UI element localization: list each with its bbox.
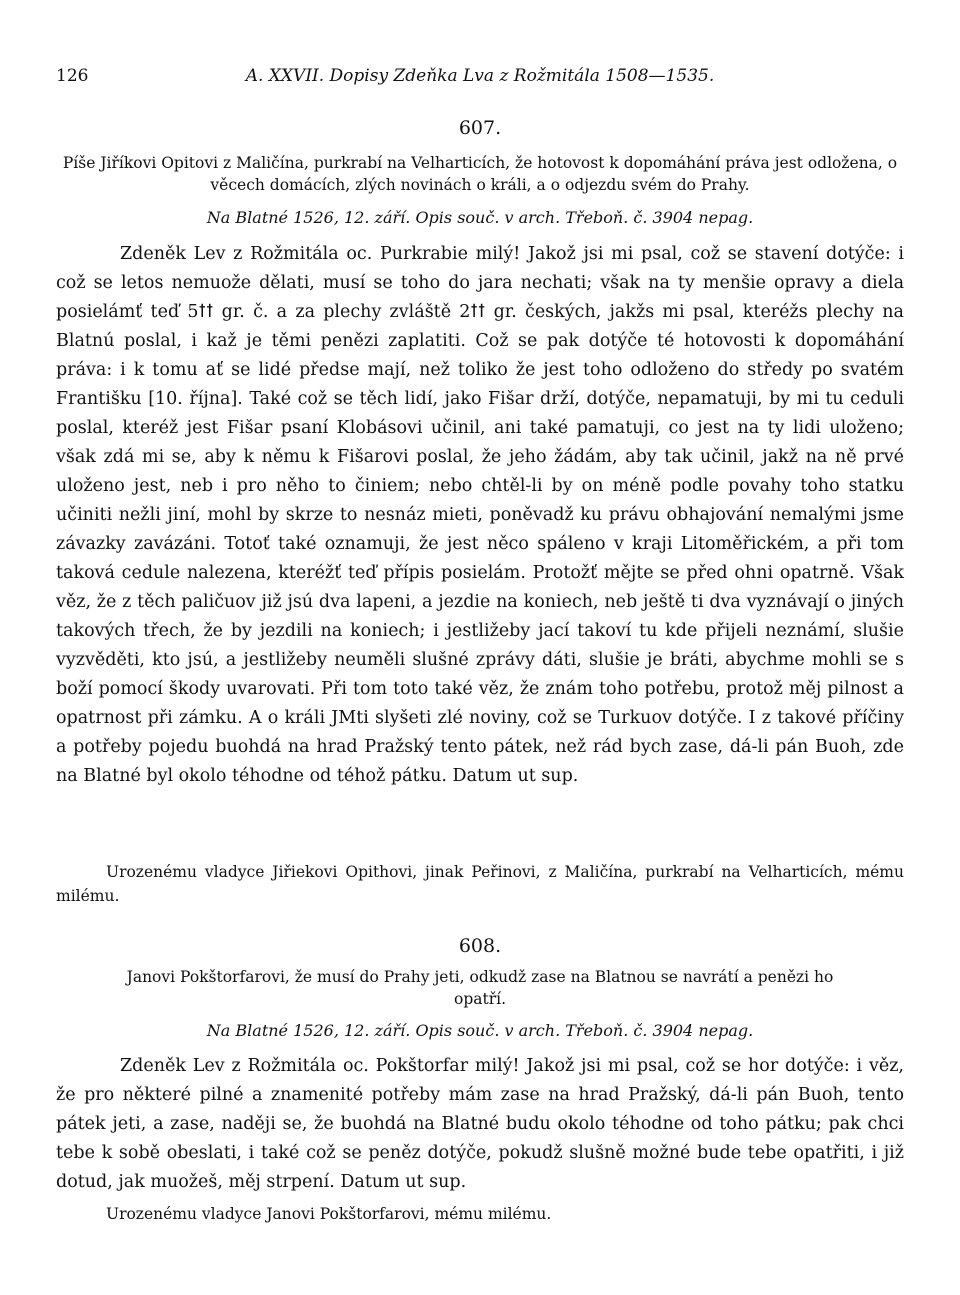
entry-number-607: 607. [458,117,502,139]
letter-text-607: Zdeněk Lev z Rožmitála oc. Purkrabie milý! Jakož jsi mi psal, což se stavení dotýče: i což se letos nemuože dělati, musí se toho do jara nechati; však na ty menšie opravy a diela posielámť teď 5ꝉꝉ gr. č. a za plechy zvláště 2ꝉꝉ gr. českých, jakžs mi psal, kteréžs plechy na Blatnú poslal, i kaž je těmi penězi zaplatiti. Což se pak dotýče té hotovosti k dopomáhání práva: i k tomu ať se lidé předse mají, než toliko že jest toho odloženo do středy po svatém Františku [10. října]. Také což se těch lidí, jako Fišar drží, dotýče, nepamatuji, by mi tu ceduli poslal, kteréž jest Fišar psaní Klobásovi učinil, ani také pamatuji, co jest na ty lidi uloženo; však zdá mi se, aby k němu k Fišarovi poslal, že jeho žádám, aby tak učinil, jakž na ně prvé uloženo jest, neb i pro něho to činiem; nebo chtěl-li by on méně podle povahy toho statku učiniti nežli jiní, mohl by skrze to nesnáz mieti, poněvadž ku právu obhajování nemalými jsme závazky zavázáni. Totoť také oznamuji, že jest něco spáleno v kraji Litoměřickém, a při tom taková cedule nalezena, kteréžť teď přípis posielám. Protožť mějte se před ohni opatrně. Však věz, že z těch paličuov již jsú dva lapeni, a jezdie na koniech, neb ještě ti dva vyznávají o jiných takových třech, že by jezdili na koniech; i jestližeby jací takoví tu kde přijeli neznámí, slušie vyzvěděti, kto jsú, a jestližeby neuměli slušné zprávy dáti, slušie je bráti, abychme mohli se s boží pomocí škody uvarovati. Při tom toto také věz, že znám toho potřebu, protož měj pilnost a opatrnost při zámku. A o králi JMti slyšeti zlé noviny, což se Turkuov dotýče. I z takové příčiny a potřeby pojedu buohdá na hrad Pražský tento pátek, než rád bych zase, dá-li pán Buoh, zde na Blatné byl okolo téhodne od téhož pátku. Datum ut sup. [56,244,904,786]
page-number: 126 [56,66,89,86]
entry-number-608: 608. [458,935,502,957]
entry-summary-608: Janovi Pokštorfarovi, že musí do Prahy jeti, odkudž zase na Blatnou se navrátí a penězi ho opatří. [126,968,834,1008]
entry-source-608: Na Blatné 1526, 12. září. Opis souč. v arch. Třeboň. č. 3904 nepag. [206,1021,754,1040]
entry-summary-607: Píše Jiříkovi Opitovi z Maličína, purkrabí na Velharticích, že hotovost k dopomáhání práva jest odložena, o věcech domácích, zlých novinách o králi, a o odjezdu svém do Prahy. [62,154,898,194]
letter-address-607: Urozenému vladyce Jiřiekovi Opithovi, jinak Peřinovi, z Maličína, purkrabí na Velharticích, mému milému. [56,863,904,905]
running-title: A. XXVII. Dopisy Zdeňka Lva z Rožmitála 1508—1535. [245,66,715,86]
letter-text-608: Zdeněk Lev z Rožmitála oc. Pokštorfar milý! Jakož jsi mi psal, což se hor dotýče: i věz, že pro některé pilné a znamenité potřeby mám zase na hrad Pražský, dá-li pán Buoh, tento pátek jeti, a zase, naději se, že buohdá na Blatné budu okolo téhodne od toho pátku; pak chci tebe k sobě obeslati, i také což se peněz dotýče, pokudž slušně možné bude tebe opatřiti, i již dotud, jak muožeš, měj strpení. Datum ut sup. [56,1056,904,1192]
entry-source-607: Na Blatné 1526, 12. září. Opis souč. v arch. Třeboň. č. 3904 nepag. [206,208,754,227]
letter-address-608: Urozenému vladyce Janovi Pokštorfarovi, mému milému. [106,1205,552,1223]
running-head [56,66,904,90]
